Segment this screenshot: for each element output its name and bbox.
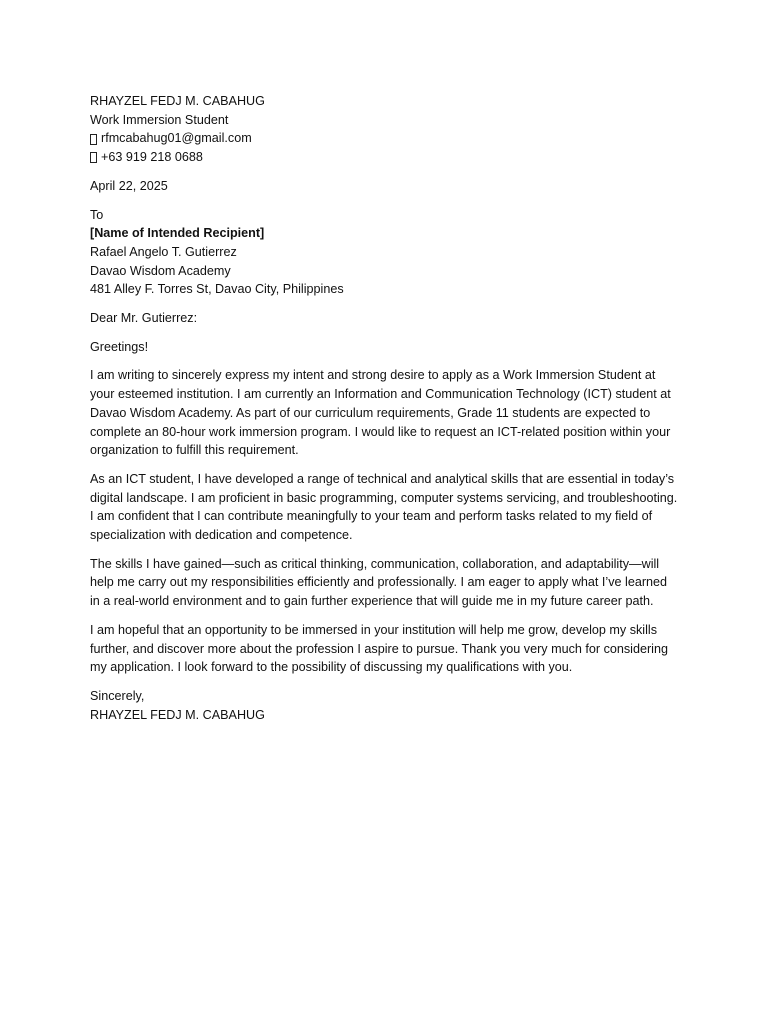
greeting: Greetings! [90, 339, 149, 354]
recipient-address: 481 Alley F. Torres St, Davao City, Philippines [90, 282, 344, 297]
recipient-placeholder: [Name of Intended Recipient] [90, 226, 265, 241]
recipient-to-label: To [90, 207, 104, 222]
signature-name: RHAYZEL FEDJ M. CABAHUG [90, 707, 265, 722]
recipient-block [90, 206, 680, 300]
closing-block [90, 687, 680, 724]
closing: Sincerely, [90, 688, 145, 703]
recipient-name: Rafael Angelo T. Gutierrez [90, 244, 237, 259]
sender-email: rfmcabahug01@gmail.com [101, 131, 252, 146]
sender-phone: +63 919 218 0688 [101, 150, 203, 165]
sender-phone-line [90, 148, 680, 167]
recipient-organization: Davao Wisdom Academy [90, 263, 231, 278]
letter-page [90, 92, 680, 724]
sender-title: Work Immersion Student [90, 112, 229, 127]
body-paragraph-1: I am writing to sincerely express my intent and strong desire to apply as a Work Immersion Student at your esteemed institution. I am currently an Information and Communication Technology (ICT) student at Davao Wisdom Academy. As part of our curriculum requirements, Grade 11 students are expected to complete an 80-hour work immersion program. I would like to request an ICT-related position within your organization to fulfill this requirement. [90, 368, 671, 458]
salutation: Dear Mr. Gutierrez: [90, 311, 198, 326]
email-icon [90, 134, 97, 145]
letter-date: April 22, 2025 [90, 178, 168, 193]
sender-name: RHAYZEL FEDJ M. CABAHUG [90, 94, 265, 108]
body-paragraph-4: I am hopeful that an opportunity to be immersed in your institution will help me grow, develop my skills further, and discover more about the profession I aspire to pursue. Thank you very much for considering my application. I look forward to the possibility of discussing my qualifications with you. [90, 622, 668, 675]
body-paragraph-2: As an ICT student, I have developed a range of technical and analytical skills that are essential in today’s digital landscape. I am proficient in basic programming, computer systems servicing, and troubleshooting. I am confident that I can contribute meaningfully to your team and perform tasks related to my field of specialization with dedication and competence. [90, 471, 678, 543]
body-paragraph-3: The skills I have gained—such as critical thinking, communication, collaboration, and adaptability—will help me carry out my responsibilities efficiently and professionally. I am eager to apply what I’ve learned in a real-world environment and to gain further experience that will guide me in my future career path. [90, 556, 668, 609]
phone-icon [90, 152, 97, 163]
sender-block [90, 92, 680, 167]
sender-email-line [90, 129, 680, 148]
